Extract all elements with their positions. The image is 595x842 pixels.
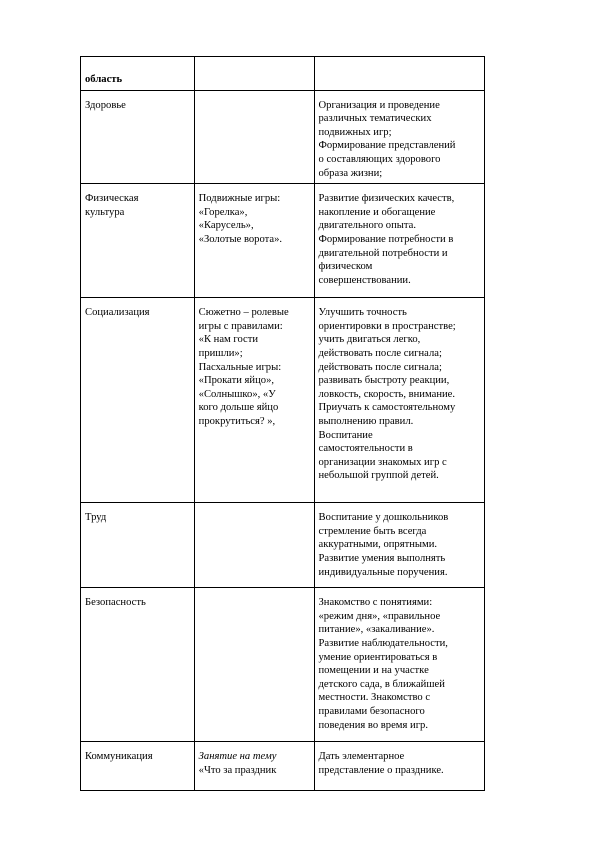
tasks-cell [314,742,485,791]
cell-line: учить двигаться легко, [318,334,421,346]
cell-line: представление о празднике. [318,764,444,776]
tasks-cell [314,588,485,742]
cell-line: Безопасность [85,597,146,609]
cell-line: подвижных игр; [318,126,392,138]
table-row-fizicheskaya-kultura [81,184,485,298]
tasks-cell [314,298,485,503]
cell-line: область [85,74,123,85]
cell-line: выполнению правил. [318,415,414,427]
cell-line: действовать после сигнала; [318,347,442,359]
activities-cell [194,298,314,503]
activities-cell [194,90,314,184]
area-cell [81,298,195,503]
cell-line: «Горелка», [198,206,248,218]
activities-cell [194,184,314,298]
activities-cell [194,503,314,588]
cell-line: Воспитание [318,429,373,441]
cell-line: физическом [318,261,373,273]
cell-line: различных тематических [318,113,432,125]
table-row-trud [81,503,485,588]
cell-line: двигательной потребности и [318,247,448,259]
cell-line: индивидуальные поручения. [318,566,448,578]
cell-line: «Что за праздник [198,764,277,776]
cell-line: «К нам гости [198,334,259,346]
cell-line: прокрутиться? », [198,415,276,427]
table-row-kommunikaciya [81,742,485,791]
activities-cell [194,588,314,742]
table-row-socializaciya [81,298,485,503]
tasks-cell [314,503,485,588]
cell-line: Развитие наблюдательности, [318,637,448,649]
cell-line: о составляющих здорового [318,153,441,165]
cell-line: Коммуникация [85,751,153,763]
cell-line: Дать элементарное [318,751,405,763]
tasks-cell [314,184,485,298]
cell-line: Подвижные игры: [198,193,281,205]
cell-line: «Солнышко», «У [198,388,276,400]
cell-line: двигательного опыта. [318,220,416,232]
cell-line: «Карусель», [198,220,254,232]
cell-line: Организация и проведение [318,99,440,111]
education-areas-table [80,56,485,791]
cell-line: Здоровье [85,99,126,111]
cell-line: Воспитание у дошкольников [318,512,449,524]
cell-line: Физическая [85,193,139,205]
cell-line: совершенствовании. [318,274,411,286]
area-cell [81,588,195,742]
cell-line: Пасхальные игры: [198,361,282,373]
cell-line: образа жизни; [318,167,383,179]
table-row-zdorovie [81,90,485,184]
cell-line: ловкость, скорость, внимание. [318,388,456,400]
area-cell [81,90,195,184]
cell-line: правилами безопасного [318,705,425,717]
cell-line: поведения во время игр. [318,719,428,731]
tasks-cell [314,57,485,91]
cell-line: Социализация [85,307,150,319]
cell-line: Занятие на тему [198,751,277,763]
cell-line: Улучшить точность [318,307,407,319]
cell-line: Формирование представлений [318,140,456,152]
cell-line: организации знакомых игр с [318,456,447,468]
cell-line: «Прокати яйцо», [198,375,275,387]
activities-cell [194,57,314,91]
cell-line: кого дольше яйцо [198,402,279,414]
cell-line: «режим дня», «правильное [318,610,441,622]
cell-line: пришли»; [198,347,243,359]
cell-line: накопление и обогащение [318,206,436,218]
table-row-bezopasnost [81,588,485,742]
cell-line: действовать после сигнала; [318,361,442,373]
activities-cell [194,742,314,791]
cell-line: Знакомство с понятиями: [318,597,433,609]
cell-line: стремление быть всегда [318,525,427,537]
cell-line: ориентировки в пространстве; [318,320,456,332]
area-cell [81,503,195,588]
area-cell [81,57,195,91]
cell-line: Развитие физических качеств, [318,193,455,205]
cell-line: помещении и на участке [318,665,429,677]
cell-line: Развитие умения выполнять [318,552,446,564]
cell-line: питание», «закаливание». [318,624,435,636]
cell-line: Труд [85,512,107,524]
cell-line: аккуратными, опрятными. [318,539,438,551]
cell-line: культура [85,206,125,218]
cell-line: самостоятельности в [318,443,413,455]
cell-line: Сюжетно – ролевые [198,307,289,319]
cell-line: небольшой группой детей. [318,470,439,482]
area-cell [81,184,195,298]
cell-line: местности. Знакомство с [318,692,431,704]
cell-line: Формирование потребности в [318,233,454,245]
cell-line: умение ориентироваться в [318,651,438,663]
cell-line: Приучать к самостоятельному [318,402,456,414]
cell-line: игры с правилами: [198,320,283,332]
area-cell [81,742,195,791]
cell-line: «Золотые ворота». [198,233,283,245]
table-row-oblast [81,57,485,91]
cell-line: развивать быстроту реакции, [318,375,450,387]
tasks-cell [314,90,485,184]
cell-line: детского сада, в ближайшей [318,678,445,690]
